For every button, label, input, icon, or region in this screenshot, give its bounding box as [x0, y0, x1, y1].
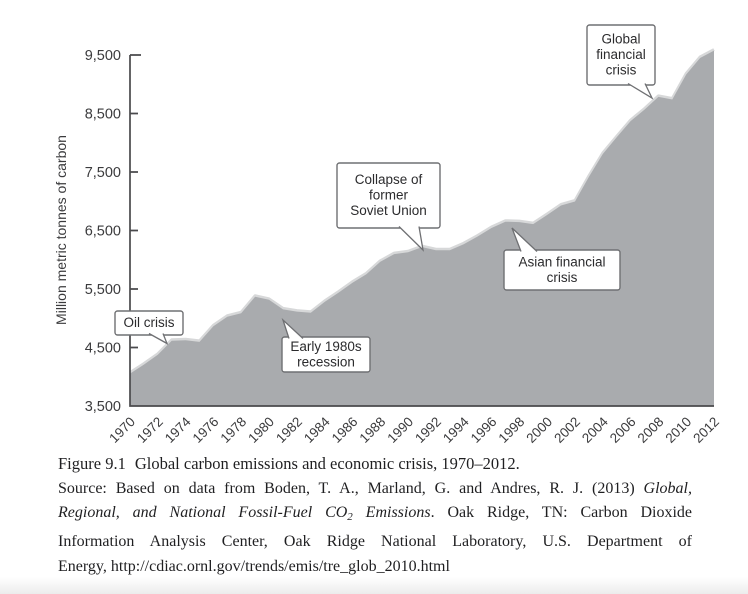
callout-pointer: [149, 334, 167, 344]
callout-label: Soviet Union: [350, 203, 427, 218]
y-tick-label: 7,500: [84, 165, 121, 181]
x-tick-label: 1970: [106, 414, 139, 446]
x-tick-label: 1976: [189, 414, 222, 446]
page-bottom-edge: [0, 577, 748, 594]
caption-text-segment: Regional, and National Fossil-Fuel CO: [58, 504, 348, 522]
x-tick-label: 1986: [328, 414, 361, 446]
x-tick-label: 1996: [467, 414, 500, 446]
figure-source: [58, 477, 692, 580]
figure-caption: [58, 452, 692, 580]
caption-text-segment: Energy, http://cdiac.ornl.gov/trends/emis/tre_glob_2010.html: [58, 557, 450, 575]
callout-label: Early 1980s: [290, 338, 362, 354]
caption-text-segment: Information Analysis Center, Oak Ridge National Laboratory, U.S. Department of: [58, 533, 692, 551]
x-tick-label: 1988: [356, 414, 389, 446]
y-tick-label: 9,500: [84, 48, 121, 64]
collapse-of-former-soviet-union-callout: [337, 163, 440, 250]
callout-label: crisis: [605, 62, 637, 78]
x-tick-label: 1980: [245, 414, 278, 446]
x-tick-label: 2010: [662, 414, 695, 446]
caption-text-segment: . Oak Ridge, TN: Carbon Dioxide: [430, 504, 692, 522]
caption-text-segment: Source: Based on data from Boden, T. A., Marland, G. and Andres, R. J. (2013): [58, 479, 644, 497]
x-tick-label: 1998: [495, 414, 528, 446]
callout-label: former: [368, 187, 409, 203]
callout-label: crisis: [546, 269, 578, 285]
callout-label: recession: [297, 354, 355, 370]
x-tick-label: 1982: [273, 414, 306, 446]
x-tick-label: 2006: [606, 414, 639, 446]
x-tick-label: 1972: [134, 414, 166, 446]
x-tick-label: 1992: [412, 414, 445, 446]
callout-label: Global: [601, 31, 641, 47]
y-tick-label: 5,500: [84, 282, 121, 298]
caption-source-line: [58, 501, 692, 530]
figure-title: Global carbon emissions and economic crisis, 1970–2012.: [134, 454, 520, 473]
global-financial-crisis-callout: [587, 25, 655, 98]
callout-label: financial: [596, 47, 646, 62]
callout-label: Oil crisis: [123, 315, 175, 330]
y-axis-labels: [85, 48, 121, 415]
y-tick-label: 8,500: [84, 106, 121, 123]
callout-label: Collapse of: [354, 172, 423, 187]
y-tick-label: 6,500: [84, 223, 121, 240]
x-tick-label: 1974: [161, 414, 194, 446]
callout-label: Asian financial: [518, 254, 606, 270]
figure-number: Figure 9.1: [58, 454, 126, 473]
caption-source-line: [58, 477, 692, 502]
caption-source-line: [58, 555, 692, 580]
caption-text-segment: Emissions: [352, 504, 431, 522]
caption-text-segment: 2: [347, 511, 353, 524]
x-tick-label: 2012: [690, 414, 723, 446]
x-tick-label: 2004: [579, 414, 611, 446]
x-tick-label: 2008: [634, 414, 667, 446]
x-tick-label: 1984: [300, 414, 333, 446]
caption-title-line: [58, 452, 692, 477]
caption-source-line: [58, 530, 692, 555]
x-tick-label: 1978: [217, 414, 250, 446]
y-tick-label: 4,500: [84, 340, 121, 357]
x-tick-label: 2000: [523, 414, 556, 446]
x-tick-label: 2002: [551, 414, 584, 446]
caption-text-segment: Global,: [643, 479, 692, 497]
y-axis-title: Million metric tonnes of carbon: [53, 135, 69, 325]
x-tick-label: 1990: [384, 414, 417, 446]
callout-pointer: [399, 227, 423, 251]
x-tick-label: 1994: [439, 414, 472, 446]
x-axis-labels: [106, 414, 722, 446]
y-tick-label: 3,500: [84, 399, 121, 415]
